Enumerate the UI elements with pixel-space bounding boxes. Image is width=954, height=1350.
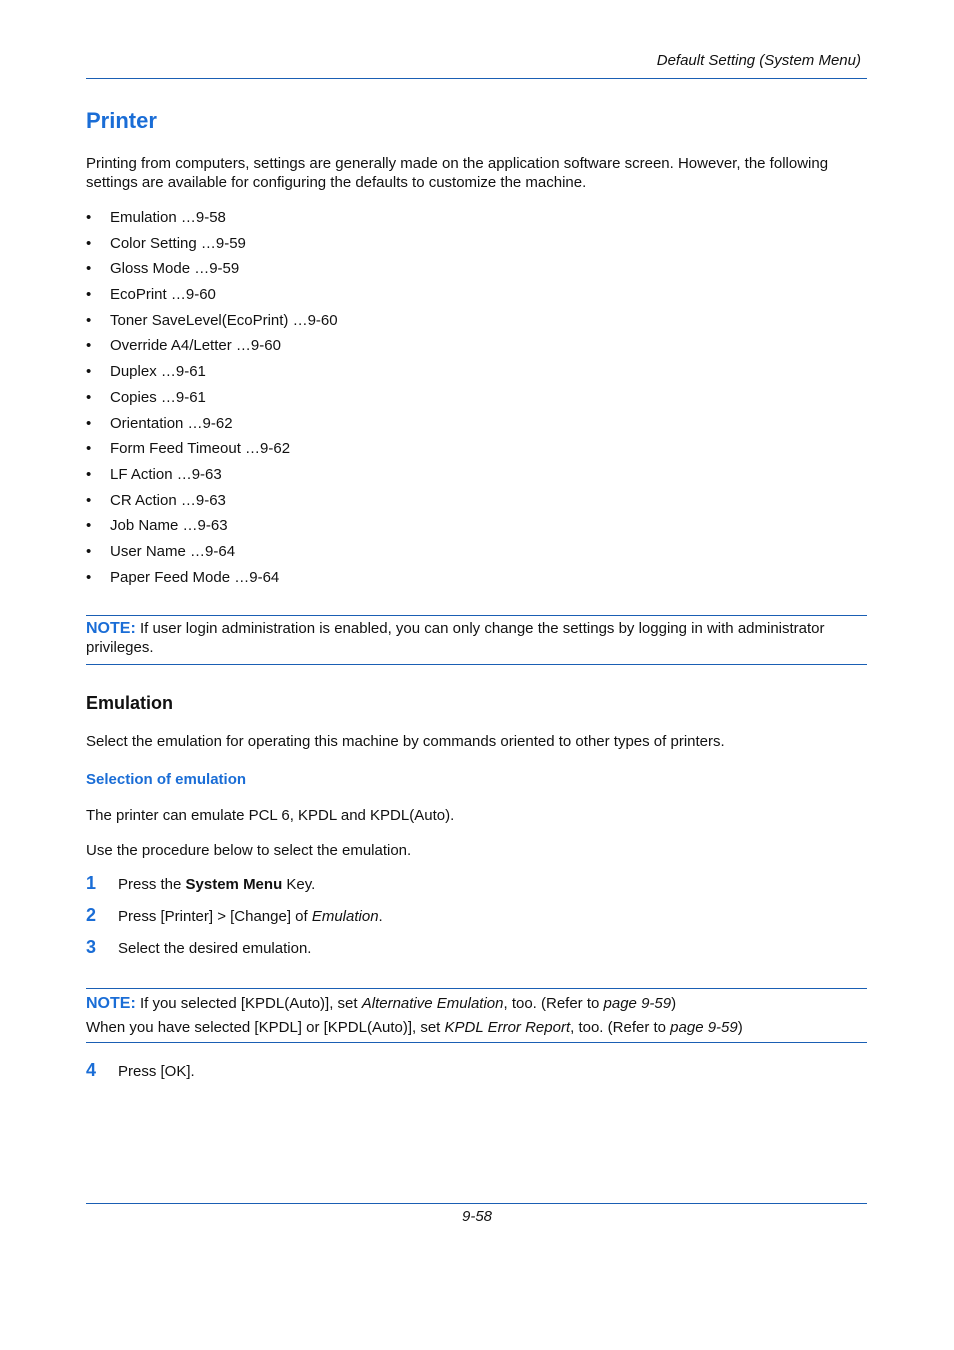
step-number: 3 <box>86 937 97 957</box>
list-item[interactable]: • User Name …9-64 <box>86 542 236 560</box>
step-text: Press the System Menu Key. <box>118 876 316 893</box>
page-reference-link[interactable]: page 9-59 <box>603 995 672 1012</box>
footer-rule <box>86 1203 867 1204</box>
section-heading-emulation: Emulation <box>86 693 174 713</box>
step-number: 1 <box>86 873 97 893</box>
list-item[interactable]: • Job Name …9-63 <box>86 517 228 535</box>
note2-rule-top <box>86 988 867 989</box>
list-item-link[interactable]: LF Action …9-63 <box>110 465 222 483</box>
emulation-para-2: Use the procedure below to select the emulation. <box>86 842 412 859</box>
emulation-para-1: The printer can emulate PCL 6, KPDL and KPDL(Auto). <box>86 807 455 824</box>
list-item-link[interactable]: Emulation …9-58 <box>110 209 226 226</box>
list-item[interactable]: • Paper Feed Mode …9-64 <box>86 568 280 586</box>
list-item[interactable]: • Copies …9-61 <box>86 388 206 406</box>
list-item[interactable]: • CR Action …9-63 <box>86 491 226 509</box>
emulation-description: Select the emulation for operating this machine by commands oriented to other types of printers. <box>86 733 725 750</box>
list-item[interactable]: • LF Action …9-63 <box>86 465 222 483</box>
list-item[interactable]: • Gloss Mode …9-59 <box>86 260 240 278</box>
list-item-link[interactable]: Form Feed Timeout …9-62 <box>110 440 291 458</box>
list-item-link[interactable]: Orientation …9-62 <box>110 414 233 432</box>
page-reference-link[interactable]: page 9-59 <box>670 1019 738 1036</box>
list-item[interactable]: • EcoPrint …9-60 <box>86 286 216 304</box>
list-item-link[interactable]: Job Name …9-63 <box>110 517 228 535</box>
note2-line-2: When you have selected [KPDL] or [KPDL(Auto)], set KPDL Error Report, too. (Refer to page 9-59) <box>86 1019 743 1036</box>
step-3 <box>86 938 311 958</box>
step-1 <box>86 874 315 894</box>
running-header: Default Setting (System Menu) <box>656 52 861 69</box>
list-item[interactable]: • Emulation …9-58 <box>86 209 226 226</box>
step-4 <box>86 1061 195 1081</box>
step-number: 4 <box>86 1060 97 1080</box>
page-number: 9-58 <box>461 1208 493 1225</box>
list-item-link[interactable]: Color Setting …9-59 <box>110 234 246 252</box>
page-title: Printer <box>86 108 157 133</box>
intro-paragraph: Printing from computers, settings are generally made on the application software screen. However, the following settings are available for configuring the defaults to customize the machine. <box>86 155 829 191</box>
list-item-link[interactable]: Duplex …9-61 <box>110 363 206 381</box>
list-item-link[interactable]: EcoPrint …9-60 <box>110 286 216 304</box>
list-item[interactable]: • Override A4/Letter …9-60 <box>86 337 281 355</box>
step-text: Press [Printer] > [Change] of Emulation. <box>118 908 383 925</box>
list-item[interactable]: • Orientation …9-62 <box>86 414 233 432</box>
list-item[interactable]: • Duplex …9-61 <box>86 363 206 381</box>
note-text: If user login administration is enabled, you can only change the settings by logging in with administrator privileges. <box>86 620 825 656</box>
note-kpdl <box>86 992 867 1040</box>
list-item-link[interactable]: CR Action …9-63 <box>110 491 226 509</box>
note2-line-1: NOTE: If you selected [KPDL(Auto)], set Alternative Emulation, too. (Refer to page 9-59) <box>86 995 677 1012</box>
step-2 <box>86 906 383 926</box>
note2-rule-bottom <box>86 1042 867 1043</box>
note-rule-bottom <box>86 664 867 665</box>
step-text: Select the desired emulation. <box>118 940 312 957</box>
list-item-link[interactable]: Paper Feed Mode …9-64 <box>110 568 280 586</box>
header-rule <box>86 78 867 79</box>
note-label: NOTE: <box>86 995 136 1012</box>
subheading-selection: Selection of emulation <box>86 771 247 788</box>
list-item[interactable]: • Toner SaveLevel(EcoPrint) …9-60 <box>86 311 338 329</box>
note-label: NOTE: <box>86 620 136 637</box>
list-item[interactable]: • Color Setting …9-59 <box>86 234 246 252</box>
note-rule-top <box>86 615 867 616</box>
settings-list <box>86 208 338 593</box>
list-item-link[interactable]: Toner SaveLevel(EcoPrint) …9-60 <box>110 311 338 329</box>
step-number: 2 <box>86 905 97 925</box>
list-item-link[interactable]: Copies …9-61 <box>110 388 206 406</box>
list-item-link[interactable]: User Name …9-64 <box>110 542 236 560</box>
list-item[interactable]: • Form Feed Timeout …9-62 <box>86 440 291 458</box>
list-item-link[interactable]: Gloss Mode …9-59 <box>110 260 240 278</box>
list-item-link[interactable]: Override A4/Letter …9-60 <box>110 337 281 355</box>
note-login <box>86 619 867 657</box>
step-text: Press [OK]. <box>118 1063 195 1080</box>
